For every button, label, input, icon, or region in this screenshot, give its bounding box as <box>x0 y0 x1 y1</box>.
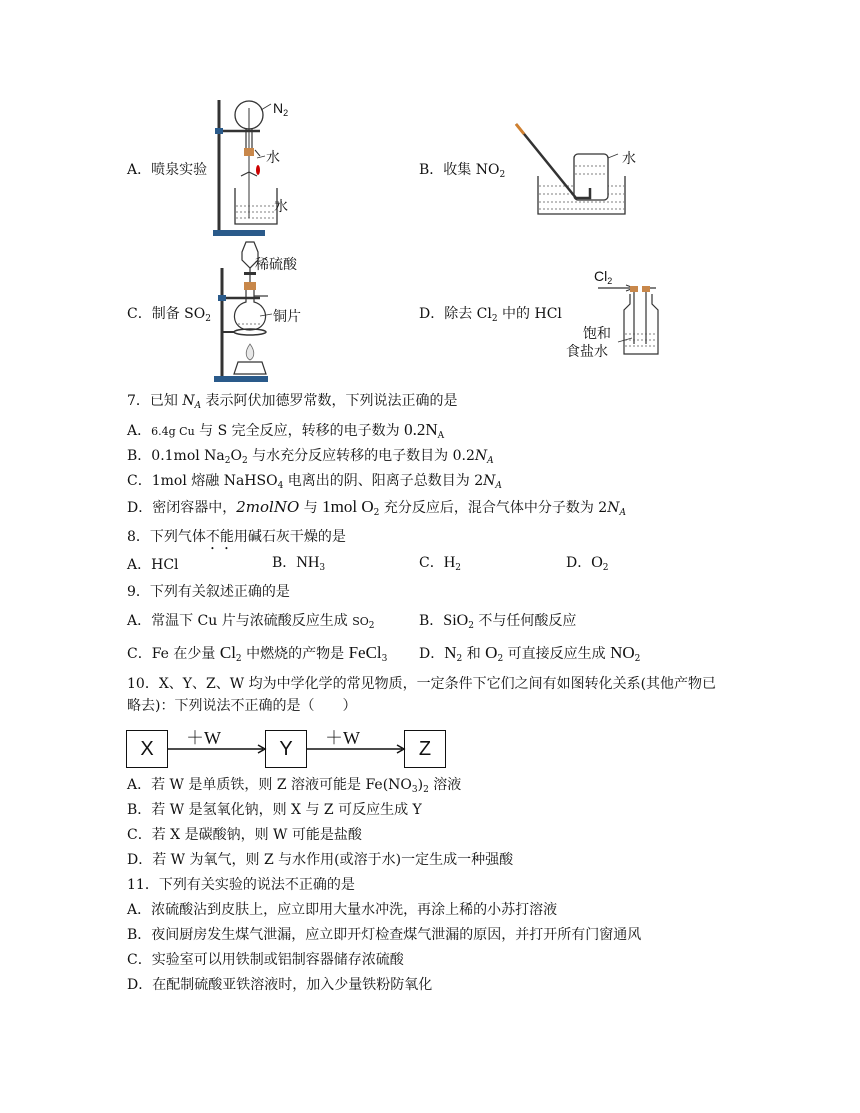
q9-option-b: B．SiO$_2$ 不与任何酸反应 <box>419 612 577 631</box>
q10-stem-line1: 10．X、Y、Z、W 均为中学化学的常见物质，一定条件下它们之间有如图转化关系(其他产物已 <box>127 676 717 692</box>
q9-option-a: A．常温下 Cu 片与浓硫酸反应生成 $SO_2$ <box>127 613 375 631</box>
copper-sheet-label: 铜片 <box>273 308 301 324</box>
q11-option-b: B．夜间厨房发生煤气泄漏，应立即开灯检查煤气泄漏的原因，并打开所有门窗通风 <box>127 927 642 943</box>
q11-option-c: C．实验室可以用铁制或铝制容器储存浓硫酸 <box>127 952 404 968</box>
q9-option-d: D．$N_2$ 和 $O_2$ 可直接反应生成 $NO_2$ <box>419 643 641 664</box>
q8-option-a: A．HCl <box>127 557 179 573</box>
saturated-label: 饱和 <box>583 325 611 341</box>
q8-option-b: B．$NH_3$ <box>272 554 326 573</box>
q6-option-b: B．收集 $NO_2$ <box>419 162 506 180</box>
dilute-sulfuric-acid-label: 稀硫酸 <box>255 256 297 272</box>
cl2-label: $Cl_2$ <box>594 268 613 286</box>
q7-option-b: B．0.1mol $Na_2O_2$ 与水充分反应转移的电子数目为 $0.2N_A$ <box>127 448 494 466</box>
q7-option-c: C．1mol 熔融 NaHSO$_4$ 电离出的阴、阳离子总数目为 $2N_A$ <box>127 473 502 491</box>
box-x: X <box>126 730 168 768</box>
q6-option-a: A．喷泉实验 <box>127 162 208 178</box>
brine-label: 食盐水 <box>566 343 608 359</box>
q11-option-d: D．在配制硫酸亚铁溶液时，加入少量铁粉防氧化 <box>127 977 433 993</box>
q6-option-d: D．除去 $Cl_2$ 中的 HCl <box>419 306 562 324</box>
q10-option-a: A．若 W 是单质铁，则 Z 溶液可能是 $Fe(NO_3)_2$ 溶液 <box>127 777 462 795</box>
q10-option-d: D．若 W 为氧气，则 Z 与水作用(或溶于水)一定生成一种强酸 <box>127 852 514 868</box>
water-label-1: 水 <box>266 149 280 165</box>
box-y: Y <box>265 730 307 768</box>
q8-stem: 8．下列气体不能用碱石灰干燥的是 <box>127 529 346 545</box>
q7-option-d: D．密闭容器中，2molNO 与 1mol $O_2$ 充分反应后，混合气体中分子数为 $2N_A$ <box>127 497 626 518</box>
q8-option-c: C．$H_2$ <box>419 554 462 573</box>
water-label-2: 水 <box>274 198 288 214</box>
q6-option-c: C．制备 $SO_2$ <box>127 306 211 324</box>
box-z: Z <box>404 730 446 768</box>
q7-stem: 7．已知 $N_A$ 表示阿伏加德罗常数，下列说法正确的是 <box>127 393 458 411</box>
water-label-b: 水 <box>622 150 636 166</box>
q10-stem-line2: 略去)：下列说法不正确的是（ ） <box>127 698 357 714</box>
fountain-apparatus-figure <box>205 98 295 238</box>
q7-option-a: A．6.4g Cu 与 S 完全反应，转移的电子数为 $0.2N_A$ <box>127 420 445 441</box>
n2-label: $N_2$ <box>273 100 289 118</box>
arrow1-label: ＋W <box>186 728 221 748</box>
q10-option-c: C．若 X 是碳酸钠，则 W 可能是盐酸 <box>127 827 362 843</box>
q10-option-b: B．若 W 是氢氧化钠，则 X 与 Z 可反应生成 Y <box>127 802 422 818</box>
q11-stem: 11．下列有关实验的说法不正确的是 <box>127 877 355 893</box>
q9-option-c: C．Fe 在少量 $Cl_2$ 中燃烧的产物是 FeCl$_3$ <box>127 643 388 664</box>
q8-option-d: D．$O_2$ <box>566 554 609 573</box>
collect-no2-figure <box>510 118 630 218</box>
arrow2-label: ＋W <box>325 728 360 748</box>
q11-option-a: A．浓硫酸沾到皮肤上，应立即用大量水冲洗，再涂上稀的小苏打溶液 <box>127 902 558 918</box>
q9-stem: 9．下列有关叙述正确的是 <box>127 584 290 600</box>
